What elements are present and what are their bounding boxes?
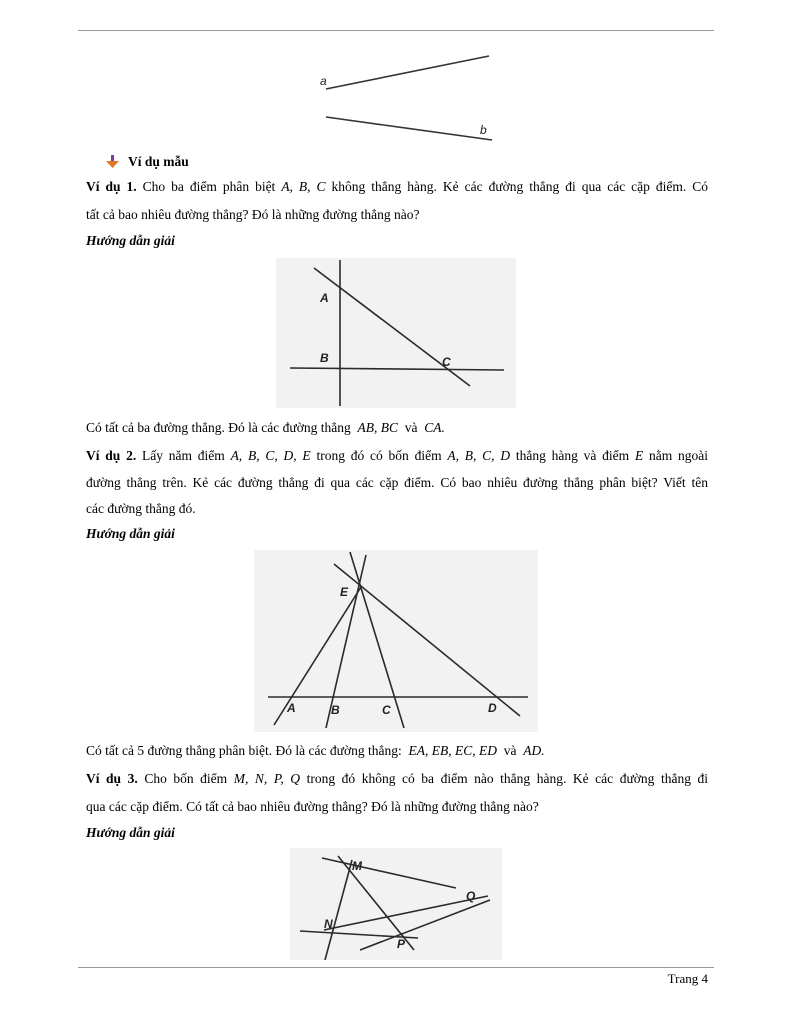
- ex2-guide: Hướng dẫn giải: [86, 526, 175, 541]
- label-M: M: [352, 859, 362, 873]
- footer-rule: [78, 967, 714, 968]
- label-A: A: [320, 291, 329, 305]
- figure-ex2: [254, 550, 538, 732]
- section-title: Ví dụ mẫu: [128, 154, 189, 169]
- label-E: E: [340, 585, 349, 599]
- ex1-points: A, B, C: [281, 179, 326, 194]
- figure-ex3-svg: [290, 848, 502, 960]
- label-b: b: [480, 123, 487, 137]
- line-b: [326, 117, 492, 140]
- ex3-line2: qua các cặp điểm. Có tất cả bao nhiêu đường thẳng? Đó là những đường thẳng nào?: [86, 799, 539, 814]
- section-heading: [108, 152, 730, 172]
- ex1-post: không thẳng hàng. Kẻ các đường thẳng đi qua các cặp điểm. Có: [331, 179, 709, 194]
- line-a: [326, 56, 489, 89]
- ex2-line1: Ví dụ 2. Lấy năm điểm A, B, C, D, E trong đó có bốn điểm A, B, C, D thẳng hàng và điểm E nằm ngoài: [86, 448, 708, 463]
- header-rule: [78, 30, 714, 31]
- ex3-line1: Ví dụ 3. Cho bốn điểm M, N, P, Q trong đó không có ba điểm nào thẳng hàng. Kẻ các đường thẳng đi: [86, 771, 709, 786]
- figure-lines-a-b-svg: [316, 52, 498, 144]
- bullet-arrow-icon: [106, 155, 120, 169]
- label-C: C: [382, 703, 391, 717]
- figure-ex1-svg: [276, 258, 516, 408]
- label-P: P: [397, 937, 406, 951]
- label-a: a: [320, 74, 327, 88]
- label-Q: Q: [466, 889, 476, 903]
- label-D: D: [488, 701, 497, 715]
- ex2-line2: đường thẳng trên. Kẻ các đường thẳng đi qua các cặp điểm. Có bao nhiêu đường thẳng phân biệt? Viết tên: [86, 475, 708, 490]
- page-number: Trang 4: [667, 971, 708, 986]
- label-N: N: [324, 917, 333, 931]
- figure-ex3: [290, 848, 502, 960]
- figure-ex1: [276, 258, 516, 408]
- ex3-guide: Hướng dẫn giải: [86, 825, 175, 840]
- ex1-answer: Có tất cả ba đường thẳng. Đó là các đường thẳng AB, BC và CA.: [86, 420, 445, 435]
- ex1-pre: Cho ba điểm phân biệt: [142, 179, 276, 194]
- ex1-guide: Hướng dẫn giải: [86, 233, 175, 248]
- ex2-line3: các đường thẳng đó.: [86, 501, 196, 516]
- label-C: C: [442, 355, 451, 369]
- ex3-label: Ví dụ 3.: [86, 771, 138, 786]
- ex1-line2: tất cả bao nhiêu đường thẳng? Đó là những đường thẳng nào?: [86, 207, 420, 222]
- label-A: A: [287, 701, 296, 715]
- figure-lines-a-b: [316, 52, 498, 144]
- label-B: B: [331, 703, 340, 717]
- figure-ex2-svg: [254, 550, 538, 732]
- label-B: B: [320, 351, 329, 365]
- ex2-label: Ví dụ 2.: [86, 448, 137, 463]
- ex2-answer: Có tất cả 5 đường thẳng phân biệt. Đó là các đường thẳng: EA, EB, EC, ED và AD.: [86, 743, 545, 758]
- ex1-line1: [86, 177, 708, 197]
- ex1-label: Ví dụ 1.: [86, 179, 137, 194]
